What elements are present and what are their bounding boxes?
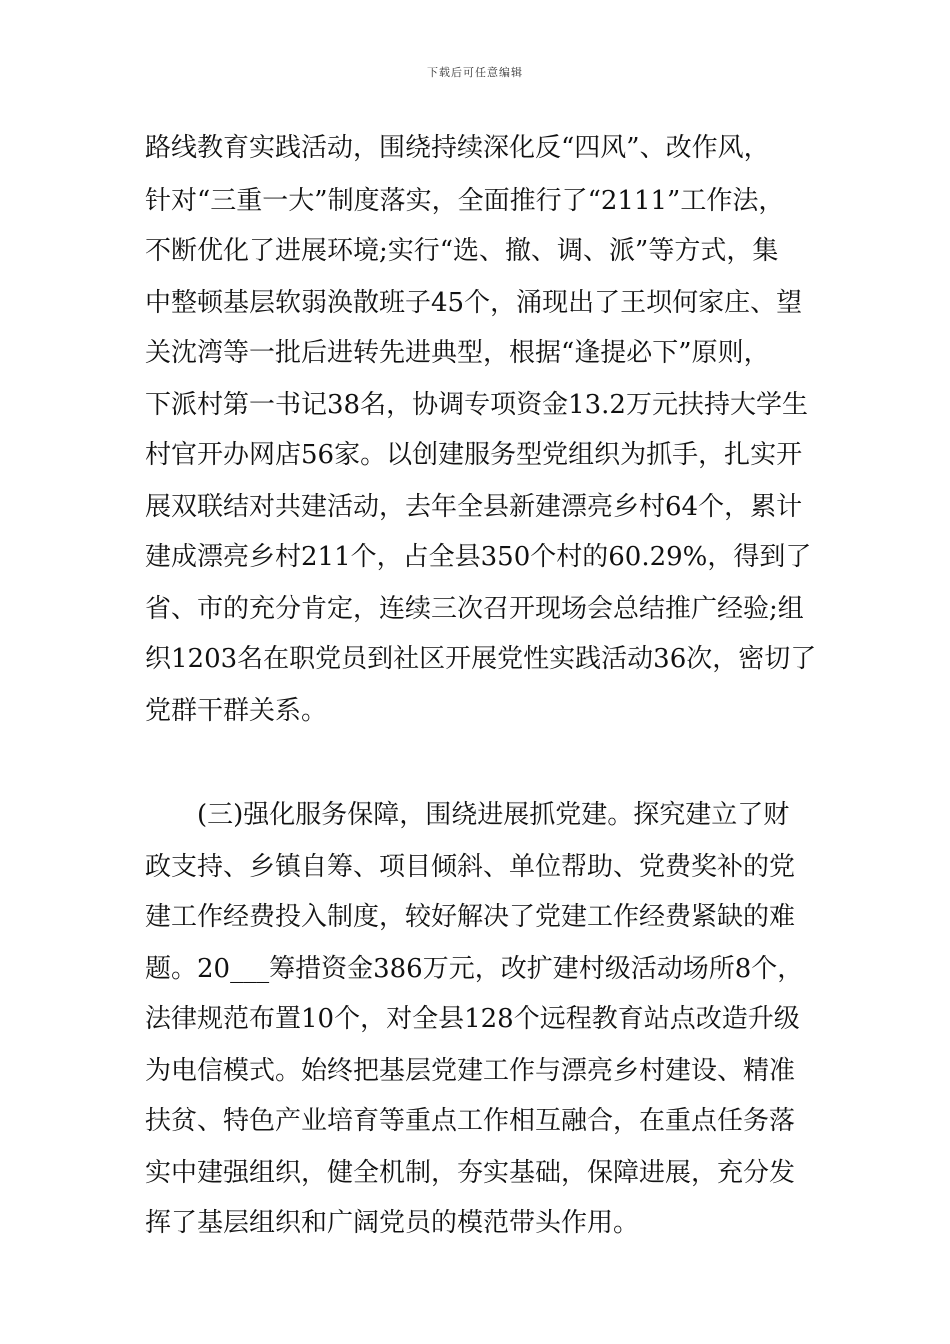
text-line: 下派村第一书记38名，协调专项资金13.2万元扶持大学生: [145, 390, 808, 420]
text-line: 中整顿基层软弱涣散班子45个，涌现出了王坝何家庄、望: [145, 288, 803, 318]
text-line: 为电信模式。始终把基层党建工作与漂亮乡村建设、精准: [145, 1056, 796, 1086]
text-line: 党群干群关系。: [145, 696, 328, 726]
text-line: 路线教育实践活动，围绕持续深化反“四风”、改作风，: [145, 133, 770, 163]
paragraph-first-line: (三)强化服务保障，围绕进展抓党建。探究建立了财: [197, 800, 790, 830]
text-line: 织1203名在职党员到社区开展党性实践活动36次，密切了: [145, 644, 817, 674]
text-line: 省、市的充分肯定，连续三次召开现场会总结推广经验;组: [145, 594, 804, 624]
text-line: 关沈湾等一批后进转先进典型，根据“逢提必下”原则，: [145, 338, 770, 368]
text-line: 法律规范布置10个，对全县128个远程教育站点改造升级: [145, 1004, 800, 1034]
text-line: 村官开办网店56家。以创建服务型党组织为抓手，扎实开: [145, 440, 803, 470]
text-line: 针对“三重一大”制度落实，全面推行了“2111”工作法，: [145, 186, 785, 216]
text-line: 实中建强组织，健全机制，夯实基础，保障进展，充分发: [145, 1158, 796, 1188]
text-line: 政支持、乡镇自筹、项目倾斜、单位帮助、党费奖补的党: [145, 852, 796, 882]
page-header: 下载后可任意编辑: [427, 66, 523, 79]
text-line: 扶贫、特色产业培育等重点工作相互融合，在重点任务落: [145, 1106, 796, 1136]
text-line: 建工作经费投入制度，较好解决了党建工作经费紧缺的难: [145, 902, 796, 932]
text-line: 建成漂亮乡村211个，占全县350个村的60.29%，得到了: [145, 542, 812, 572]
text-line: 展双联结对共建活动，去年全县新建漂亮乡村64个，累计: [145, 492, 803, 522]
text-line: 题。20___筹措资金386万元，改扩建村级活动场所8个，: [145, 954, 804, 984]
text-line: 不断优化了进展环境;实行“选、撤、调、派”等方式，集: [145, 236, 779, 266]
text-line: 挥了基层组织和广阔党员的模范带头作用。: [145, 1208, 640, 1238]
